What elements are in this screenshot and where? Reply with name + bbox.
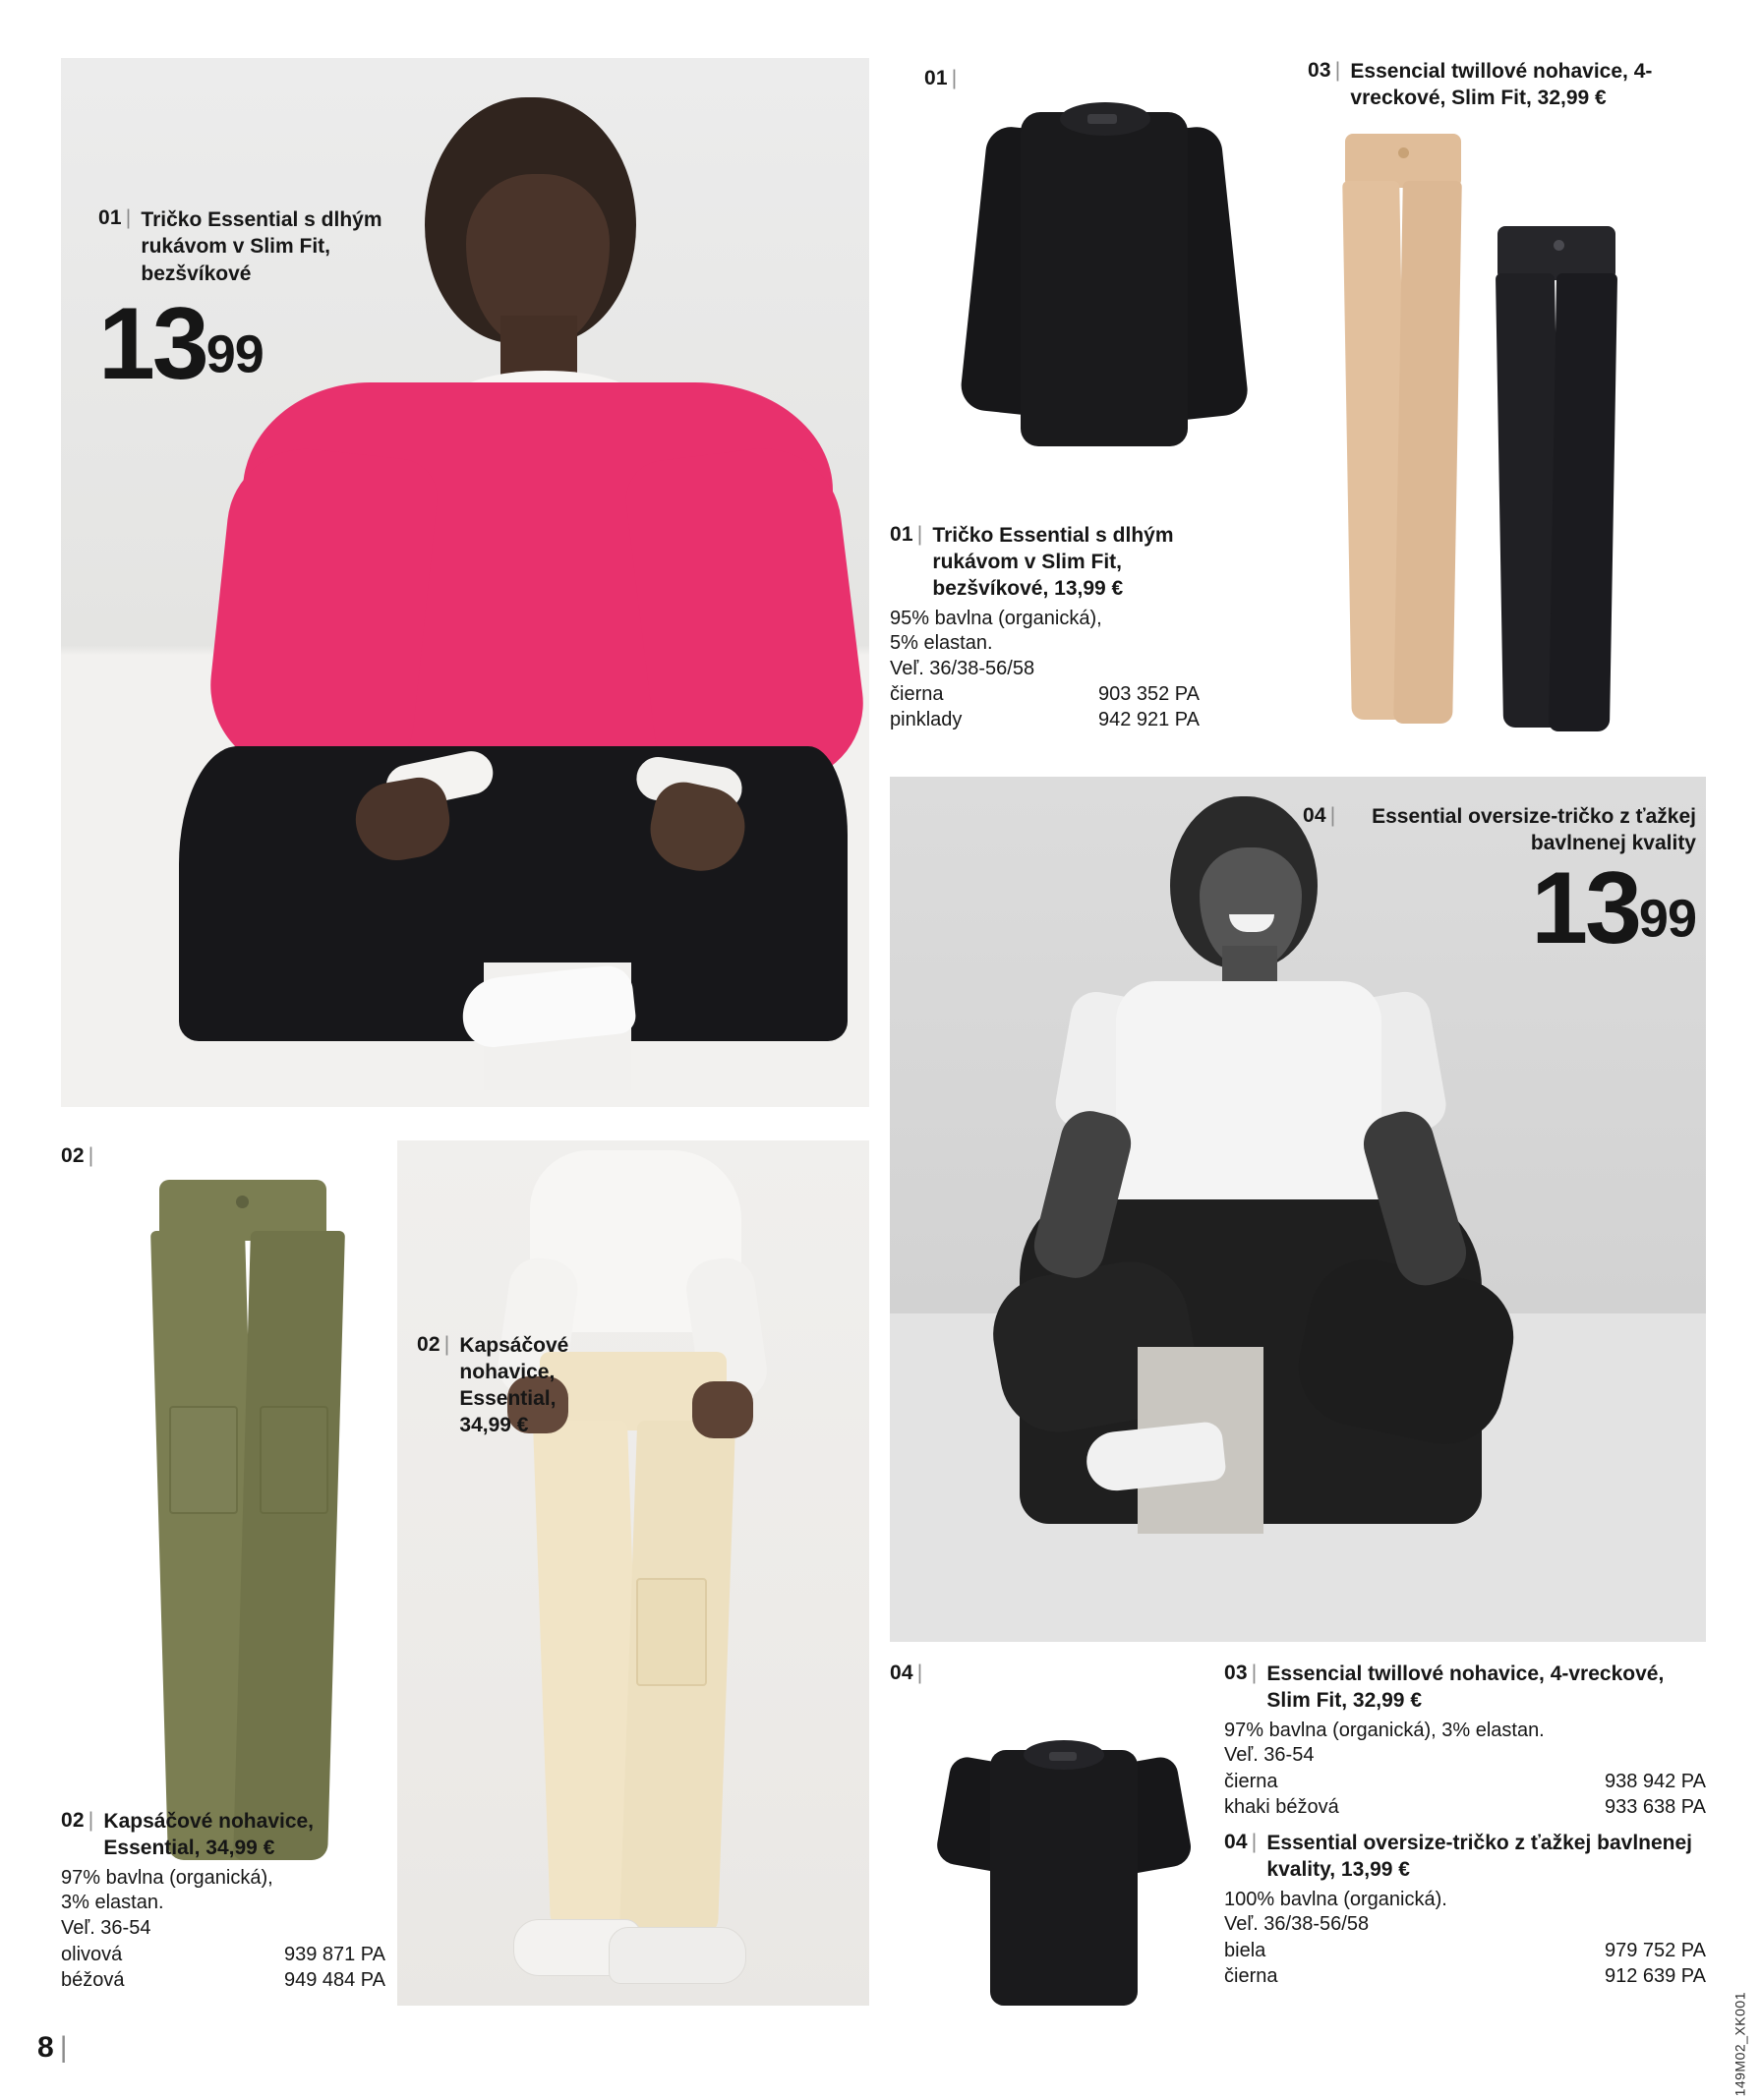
variant-row [890,707,1200,732]
variant-code: 933 638 PA [1604,1795,1706,1818]
shirt-brand-tag [1087,114,1117,124]
price-01: 1399 [98,286,264,401]
item-title-03-details: Essencial twillové nohavice, 4-vreckové, Slim Fit, 32,99 € [1266,1662,1665,1712]
item-title-04: Essential oversize-tričko z ťažkej bavlnenej kvality [1372,805,1696,854]
sizes-01: Veľ. 36/38-56/58 [890,657,1035,679]
material-line-1-01: 95% bavlna (organická), [890,607,1102,629]
variant-row [1224,1769,1706,1794]
sizes-02: Veľ. 36-54 [61,1916,151,1939]
model-sneaker-right [609,1927,746,1984]
material-line-2-02: 3% elastan. [61,1892,164,1914]
photo-model-beige-cargo-pants [397,1140,869,2006]
beige-trousers-waistband [1345,134,1461,188]
beige-trousers-button [1398,147,1409,158]
black-oversize-tee [939,1713,1185,2027]
variant-row [61,1967,385,1993]
variant-color: béžová [61,1968,125,1991]
variant-row [1224,1794,1706,1820]
product-photo-twill-trousers [1308,118,1721,747]
product-details-03 [1224,1662,1706,1820]
variant-color: čierna [1224,1964,1278,1987]
variant-color: khaki béžová [1224,1795,1339,1818]
tee-body [990,1750,1138,2006]
black-trousers-button [1554,240,1564,251]
black-longsleeve-shirt [964,81,1239,454]
item-title-02-details: Kapsáčové nohavice, Essential, 34,99 € [103,1810,315,1859]
pink-sleeve-left [202,441,440,786]
olive-pants-cargo-pocket-left [169,1406,238,1514]
product-details-02 [61,1809,385,1993]
material-line-1-02: 97% bavlna (organická), [61,1866,273,1889]
item-number-01-details: 01 | [890,523,923,546]
item-title-01-details: Tričko Essential s dlhým rukávom v Slim Fit, bezšvíkové, 13,99 € [932,524,1174,600]
beige-trousers-leg-right [1393,181,1462,724]
variant-row [890,681,1200,707]
item-number-01-product: 01 | [924,67,958,89]
price-04: 1399 [1531,850,1696,965]
item-title-03: Essencial twillové nohavice, 4-vreckové, Slim Fit, 32,99 € [1350,60,1653,109]
shirt-body [1021,112,1188,446]
olive-pants-button [236,1196,249,1208]
item-title-04-details: Essential oversize-tričko z ťažkej bavlnenej kvality, 13,99 € [1266,1832,1693,1881]
heading-04 [1303,804,1696,965]
item-number-04-product: 04 | [890,1662,923,1684]
black-trousers-leg-right [1549,273,1617,731]
item-number-02: 02 | [61,1144,94,1167]
item-number-01: 01 | [98,206,132,229]
variant-code: 912 639 PA [1604,1964,1706,1987]
variant-color: pinklady [890,709,963,731]
black-trousers-waistband [1497,226,1615,280]
page-number: 8 | [37,2031,68,2064]
tee-brand-tag [1049,1752,1077,1761]
product-details-04 [1224,1831,1706,1989]
heading-03 [1308,59,1701,112]
variant-code: 903 352 PA [1097,683,1200,706]
variant-color: čierna [890,683,944,706]
variant-code: 979 752 PA [1604,1939,1706,1961]
caption-02 [417,1333,599,1439]
material-line-2-01: 5% elastan. [890,632,993,655]
item-number-04-details: 04 | [1224,1831,1258,1853]
item-number-04: 04 | [1303,804,1336,827]
variant-code: 942 921 PA [1097,709,1200,731]
sizes-04: Veľ. 36/38-56/58 [1224,1913,1370,1936]
variant-color: čierna [1224,1770,1278,1792]
product-details-01 [890,523,1234,732]
variant-row [61,1942,385,1967]
olive-pants [112,1180,370,1888]
beige-twill-trousers [1327,134,1470,724]
variant-row [1224,1938,1706,1963]
product-photo-black-tee [890,1662,1204,2035]
variant-color: olivová [61,1943,123,1965]
variant-code: 949 484 PA [283,1968,385,1991]
pink-sleeve-right [621,439,869,797]
variant-code: 938 942 PA [1604,1770,1706,1792]
item-number-02-caption: 02 | [417,1333,450,1356]
black-twill-trousers [1480,226,1627,757]
item-title-02: Kapsáčové nohavice, Essential, 34,99 € [459,1334,569,1436]
model-hand-right [692,1381,753,1438]
item-number-02-details: 02 | [61,1809,94,1832]
olive-pants-cargo-pocket-right [260,1406,328,1514]
hero-caption-01 [98,206,423,401]
material-line-1-03: 97% bavlna (organická), 3% elastan. [1224,1719,1545,1741]
item-number-03: 03 | [1308,59,1341,82]
sizes-03: Veľ. 36-54 [1224,1744,1315,1767]
variant-color: biela [1224,1939,1266,1961]
variant-code: 939 871 PA [283,1943,385,1965]
material-line-1-04: 100% bavlna (organická). [1224,1888,1447,1910]
variant-row [1224,1963,1706,1989]
item-title-01: Tričko Essential s dlhým rukávom v Slim Fit, bezšvíkové [141,208,382,285]
olive-pants-leg-right [233,1231,345,1860]
beige-pants [520,1352,751,1942]
item-number-03-details: 03 | [1224,1662,1258,1684]
product-photo-black-longsleeve [890,59,1273,501]
catalog-code: 149M02_XK001 [1732,1992,1747,2097]
white-oversize-tee [1116,981,1381,1227]
beige-pants-cargo-pocket [636,1578,707,1686]
